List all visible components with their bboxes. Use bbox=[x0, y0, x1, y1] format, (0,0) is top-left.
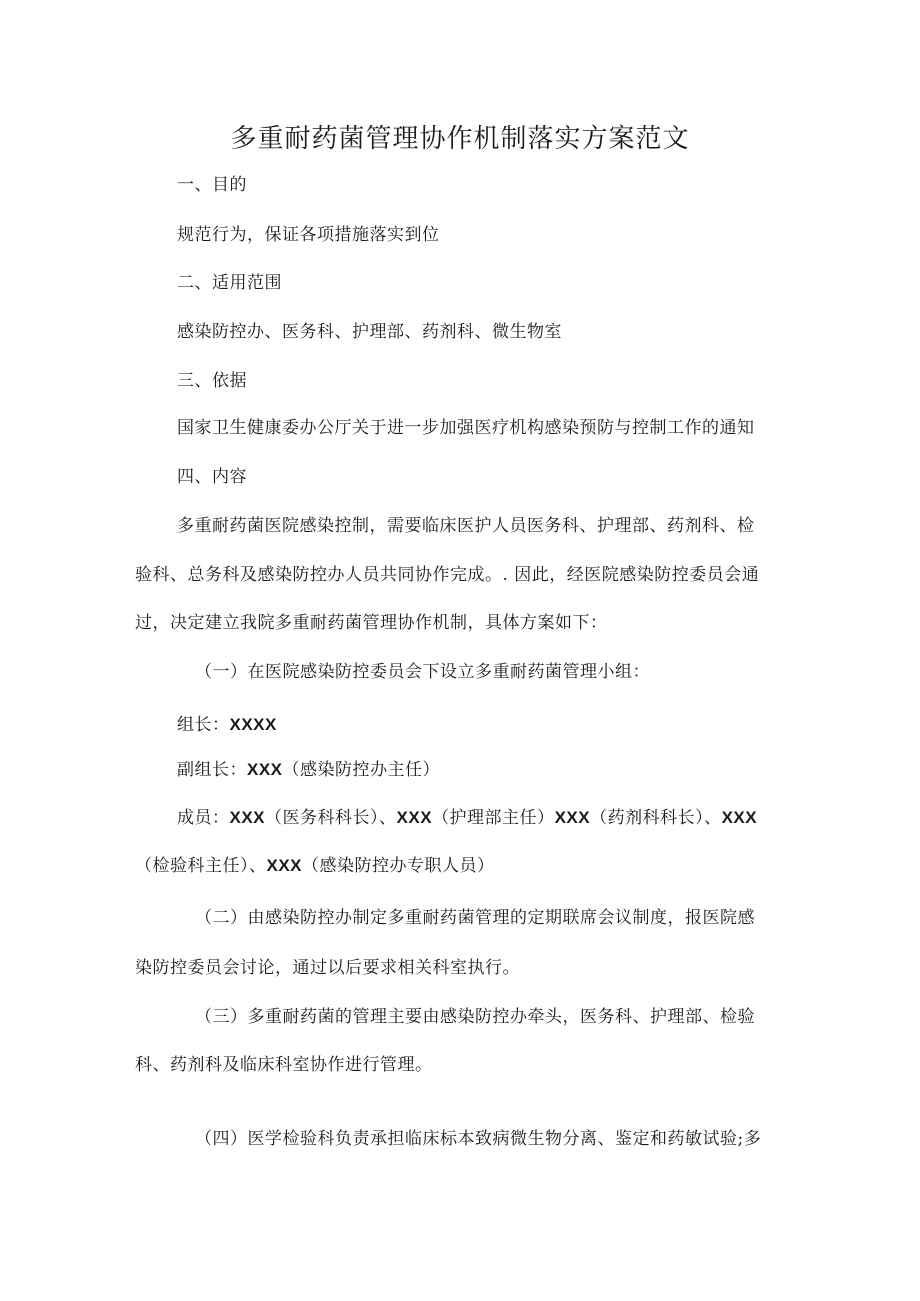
section-text-scope: 感染防控办、医务科、护理部、药剂科、微生物室 bbox=[177, 322, 562, 342]
members-row bbox=[177, 806, 757, 830]
page-title: 多重耐药菌管理协作机制落实方案范文 bbox=[230, 124, 690, 154]
member-role: （感染防控办专职人员） bbox=[302, 856, 495, 876]
section-heading-content: 四、内容 bbox=[177, 467, 247, 487]
paragraph-line: 过，决定建立我院多重耐药菌管理协作机制，具体方案如下： bbox=[135, 613, 608, 633]
deputy-row bbox=[177, 758, 440, 782]
leader-name: XXXX bbox=[229, 715, 277, 734]
section-heading-purpose: 一、目的 bbox=[177, 175, 247, 195]
leader-row bbox=[177, 713, 277, 737]
member-role: （药剂科科长）、 bbox=[590, 808, 722, 828]
item-two-line: （二）由感染防控办制定多重耐药菌管理的定期联席会议制度，报医院感 bbox=[195, 908, 755, 928]
member-role: （护理部主任） bbox=[432, 808, 555, 828]
section-text-purpose: 规范行为，保证各项措施落实到位 bbox=[177, 225, 440, 245]
members-label: 成员： bbox=[177, 808, 230, 828]
item-one: （一）在医院感染防控委员会下设立多重耐药菌管理小组： bbox=[195, 662, 650, 682]
deputy-label: 副组长： bbox=[177, 760, 247, 780]
section-text-basis: 国家卫生健康委办公厅关于进一步加强医疗机构感染预防与控制工作的通知 bbox=[177, 418, 755, 438]
member-name: XXX bbox=[229, 808, 266, 827]
member-name: XXX bbox=[554, 808, 591, 827]
section-heading-basis: 三、依据 bbox=[177, 371, 247, 391]
paragraph-line: 验科、总务科及感染防控办人员共同协作完成。. 因此，经医院感染防控委员会通 bbox=[135, 565, 760, 585]
item-four-line: （四）医学检验科负责承担临床标本致病微生物分离、鉴定和药敏试验;多 bbox=[195, 1129, 762, 1149]
member-name: XXX bbox=[266, 856, 303, 875]
deputy-role: （感染防控办主任） bbox=[282, 760, 441, 780]
item-three-line: 科、药剂科及临床科室协作进行管理。 bbox=[135, 1055, 433, 1075]
deputy-name: XXX bbox=[247, 760, 283, 779]
leader-label: 组长： bbox=[177, 715, 230, 735]
member-role: （医务科科长）、 bbox=[265, 808, 397, 828]
item-three-line: （三）多重耐药菌的管理主要由感染防控办牵头，医务科、护理部、检验 bbox=[195, 1007, 755, 1027]
member-role: （检验科主任）、 bbox=[135, 856, 267, 876]
item-two-line: 染防控委员会讨论，通过以后要求相关科室执行。 bbox=[135, 958, 520, 978]
member-name: XXX bbox=[396, 808, 433, 827]
members-row-continued bbox=[135, 854, 495, 878]
member-name: XXX bbox=[721, 808, 758, 827]
paragraph-line: 多重耐药菌医院感染控制，需要临床医护人员医务科、护理部、药剂科、检 bbox=[177, 516, 755, 536]
section-heading-scope: 二、适用范围 bbox=[177, 273, 282, 293]
